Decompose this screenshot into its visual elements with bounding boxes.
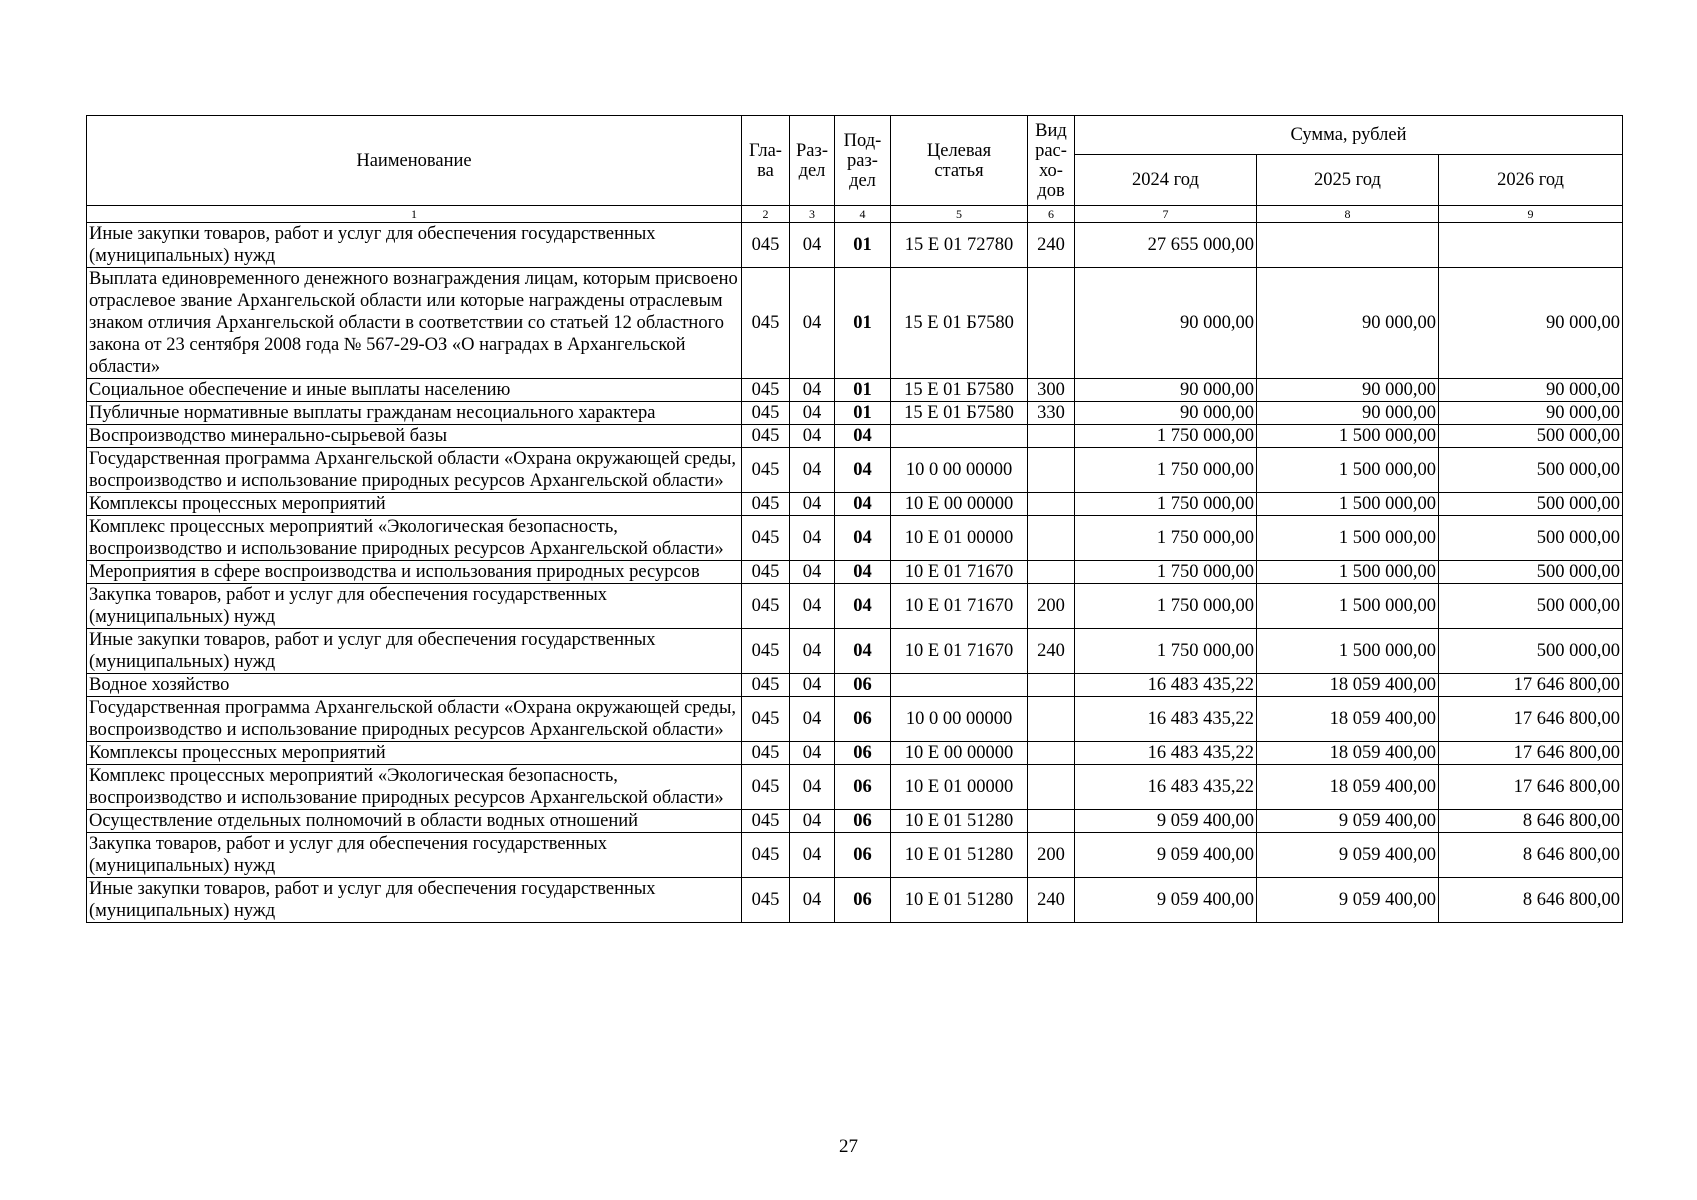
row-podrazdel: 04 [835,448,891,493]
header-vid-line4: дов [1037,180,1065,201]
row-vid-rashodov [1028,561,1075,584]
row-amount-2025: 1 500 000,00 [1257,448,1439,493]
column-number: 1 [87,206,742,223]
header-podrazdel [835,116,891,206]
row-amount-2025: 18 059 400,00 [1257,674,1439,697]
row-vid-rashodov: 330 [1028,402,1075,425]
row-podrazdel: 01 [835,223,891,268]
row-celevaya-statya: 10 Е 01 71670 [891,584,1028,629]
row-glava: 045 [742,402,790,425]
header-celevaya-line1: Целевая [926,140,992,161]
table-row [87,674,1623,697]
row-amount-2024: 16 483 435,22 [1075,765,1257,810]
row-amount-2025: 9 059 400,00 [1257,810,1439,833]
row-amount-2026: 500 000,00 [1439,629,1623,674]
header-row-top [87,116,1623,155]
row-vid-rashodov [1028,742,1075,765]
header-glava-line1: Гла- [749,140,782,161]
row-podrazdel: 04 [835,629,891,674]
row-glava: 045 [742,561,790,584]
row-amount-2026: 500 000,00 [1439,425,1623,448]
row-amount-2025: 18 059 400,00 [1257,742,1439,765]
row-glava: 045 [742,493,790,516]
row-podrazdel: 01 [835,402,891,425]
row-podrazdel: 04 [835,561,891,584]
table-row [87,742,1623,765]
row-celevaya-statya: 15 Е 01 Б7580 [891,402,1028,425]
row-amount-2026: 8 646 800,00 [1439,833,1623,878]
header-summa: Сумма, рублей [1075,116,1623,155]
row-amount-2024: 90 000,00 [1075,402,1257,425]
row-celevaya-statya [891,674,1028,697]
row-name: Закупка товаров, работ и услуг для обеспечения государственных (муниципальных) нужд [87,833,742,878]
row-razdel: 04 [790,833,835,878]
row-podrazdel: 04 [835,584,891,629]
row-amount-2024: 16 483 435,22 [1075,674,1257,697]
row-amount-2026: 500 000,00 [1439,448,1623,493]
row-amount-2024: 1 750 000,00 [1075,629,1257,674]
row-vid-rashodov [1028,810,1075,833]
row-vid-rashodov: 200 [1028,833,1075,878]
row-celevaya-statya: 15 Е 01 Б7580 [891,268,1028,379]
row-amount-2026: 500 000,00 [1439,516,1623,561]
row-razdel: 04 [790,223,835,268]
row-razdel: 04 [790,742,835,765]
row-celevaya-statya: 15 Е 01 Б7580 [891,379,1028,402]
row-amount-2025: 90 000,00 [1257,379,1439,402]
column-number: 2 [742,206,790,223]
row-name: Выплата единовременного денежного вознаграждения лицам, которым присвоено отраслевое звание Архангельской области или которые награждены отраслевым знаком отличия Архангельской области в соответствии со статьей 12 областного закона от 23 сентября 2008 года № 567-29-ОЗ «О наградах в Архангельской области» [87,268,742,379]
row-amount-2025: 18 059 400,00 [1257,697,1439,742]
header-vid-line2: рас- [1035,140,1067,161]
budget-table [86,115,1623,923]
row-glava: 045 [742,268,790,379]
row-glava: 045 [742,516,790,561]
row-glava: 045 [742,379,790,402]
row-vid-rashodov: 240 [1028,223,1075,268]
table-row [87,516,1623,561]
row-glava: 045 [742,697,790,742]
row-glava: 045 [742,425,790,448]
row-razdel: 04 [790,561,835,584]
row-amount-2024: 9 059 400,00 [1075,810,1257,833]
row-razdel: 04 [790,878,835,923]
row-amount-2026: 500 000,00 [1439,584,1623,629]
row-name: Иные закупки товаров, работ и услуг для обеспечения государственных (муниципальных) нужд [87,629,742,674]
row-vid-rashodov: 240 [1028,878,1075,923]
row-celevaya-statya: 10 Е 01 51280 [891,810,1028,833]
row-razdel: 04 [790,268,835,379]
row-podrazdel: 06 [835,878,891,923]
row-amount-2025: 90 000,00 [1257,402,1439,425]
row-amount-2024: 9 059 400,00 [1075,833,1257,878]
header-celevaya-line2: статья [934,160,984,181]
row-razdel: 04 [790,697,835,742]
row-amount-2025: 9 059 400,00 [1257,833,1439,878]
row-vid-rashodov [1028,425,1075,448]
row-amount-2025: 9 059 400,00 [1257,878,1439,923]
row-glava: 045 [742,584,790,629]
table-row [87,629,1623,674]
row-amount-2024: 1 750 000,00 [1075,561,1257,584]
row-vid-rashodov: 300 [1028,379,1075,402]
row-name: Комплексы процессных мероприятий [87,742,742,765]
row-razdel: 04 [790,493,835,516]
table-row [87,765,1623,810]
row-amount-2025: 1 500 000,00 [1257,425,1439,448]
row-celevaya-statya: 15 Е 01 72780 [891,223,1028,268]
row-razdel: 04 [790,629,835,674]
row-celevaya-statya: 10 Е 00 00000 [891,493,1028,516]
row-razdel: 04 [790,379,835,402]
table-row [87,697,1623,742]
row-name: Комплекс процессных мероприятий «Экологическая безопасность, воспроизводство и использование природных ресурсов Архангельской области» [87,516,742,561]
row-glava: 045 [742,674,790,697]
header-name-text: Наименование [356,150,472,171]
row-vid-rashodov [1028,516,1075,561]
row-amount-2024: 1 750 000,00 [1075,584,1257,629]
row-amount-2026 [1439,223,1623,268]
header-podrazdel-line3: дел [849,170,876,191]
row-amount-2024: 1 750 000,00 [1075,493,1257,516]
row-podrazdel: 06 [835,765,891,810]
row-podrazdel: 06 [835,742,891,765]
row-glava: 045 [742,878,790,923]
column-number: 9 [1439,206,1623,223]
row-name: Иные закупки товаров, работ и услуг для обеспечения государственных (муниципальных) нужд [87,878,742,923]
row-amount-2024: 9 059 400,00 [1075,878,1257,923]
row-podrazdel: 01 [835,379,891,402]
row-glava: 045 [742,810,790,833]
row-razdel: 04 [790,584,835,629]
row-razdel: 04 [790,448,835,493]
column-number: 6 [1028,206,1075,223]
row-celevaya-statya: 10 0 00 00000 [891,448,1028,493]
header-razdel-line1: Раз- [796,140,828,161]
row-podrazdel: 06 [835,810,891,833]
row-celevaya-statya: 10 Е 01 71670 [891,629,1028,674]
row-name: Мероприятия в сфере воспроизводства и использования природных ресурсов [87,561,742,584]
column-number: 8 [1257,206,1439,223]
row-celevaya-statya: 10 0 00 00000 [891,697,1028,742]
row-celevaya-statya: 10 Е 01 00000 [891,516,1028,561]
header-podrazdel-line2: раз- [847,150,878,171]
row-amount-2026: 17 646 800,00 [1439,765,1623,810]
row-podrazdel: 06 [835,833,891,878]
table-row [87,810,1623,833]
row-amount-2026: 90 000,00 [1439,268,1623,379]
row-vid-rashodov: 240 [1028,629,1075,674]
row-amount-2026: 8 646 800,00 [1439,810,1623,833]
table-row [87,584,1623,629]
row-celevaya-statya: 10 Е 01 51280 [891,878,1028,923]
header-glava [742,116,790,206]
row-amount-2026: 90 000,00 [1439,379,1623,402]
row-vid-rashodov [1028,674,1075,697]
column-number: 4 [835,206,891,223]
header-vid [1028,116,1075,206]
row-amount-2026: 500 000,00 [1439,493,1623,516]
row-name: Комплексы процессных мероприятий [87,493,742,516]
header-celevaya [891,116,1028,206]
table-row [87,379,1623,402]
row-amount-2025: 1 500 000,00 [1257,516,1439,561]
row-celevaya-statya: 10 Е 01 51280 [891,833,1028,878]
row-amount-2025: 1 500 000,00 [1257,584,1439,629]
table-row [87,561,1623,584]
row-amount-2024: 1 750 000,00 [1075,425,1257,448]
row-glava: 045 [742,629,790,674]
row-razdel: 04 [790,402,835,425]
row-celevaya-statya [891,425,1028,448]
row-amount-2024: 1 750 000,00 [1075,448,1257,493]
row-amount-2026: 17 646 800,00 [1439,697,1623,742]
row-name: Государственная программа Архангельской области «Охрана окружающей среды, воспроизводство и использование природных ресурсов Архангельской области» [87,697,742,742]
header-glava-line2: ва [757,160,774,181]
row-razdel: 04 [790,810,835,833]
table-body [87,223,1623,923]
table-header [87,116,1623,223]
row-name: Публичные нормативные выплаты гражданам несоциального характера [87,402,742,425]
row-glava: 045 [742,765,790,810]
column-number: 5 [891,206,1028,223]
row-name: Воспроизводство минерально-сырьевой базы [87,425,742,448]
table-row [87,878,1623,923]
header-razdel [790,116,835,206]
row-glava: 045 [742,223,790,268]
row-glava: 045 [742,742,790,765]
header-podrazdel-line1: Под- [843,130,882,151]
table-row [87,448,1623,493]
page-number: 27 [839,1136,858,1157]
row-amount-2025: 18 059 400,00 [1257,765,1439,810]
row-amount-2026: 17 646 800,00 [1439,742,1623,765]
table-row [87,425,1623,448]
table-row [87,493,1623,516]
row-name: Социальное обеспечение и иные выплаты населению [87,379,742,402]
row-vid-rashodov [1028,268,1075,379]
row-podrazdel: 04 [835,493,891,516]
column-number-row [87,206,1623,223]
row-celevaya-statya: 10 Е 01 00000 [891,765,1028,810]
row-amount-2024: 90 000,00 [1075,268,1257,379]
row-amount-2025: 90 000,00 [1257,268,1439,379]
table-row [87,268,1623,379]
row-glava: 045 [742,833,790,878]
row-name: Осуществление отдельных полномочий в области водных отношений [87,810,742,833]
row-podrazdel: 01 [835,268,891,379]
header-year-2024: 2024 год [1075,155,1257,206]
row-amount-2024: 16 483 435,22 [1075,742,1257,765]
row-amount-2024: 27 655 000,00 [1075,223,1257,268]
header-vid-line1: Вид [1035,120,1067,141]
row-amount-2024: 1 750 000,00 [1075,516,1257,561]
row-razdel: 04 [790,674,835,697]
row-name: Комплекс процессных мероприятий «Экологическая безопасность, воспроизводство и использование природных ресурсов Архангельской области» [87,765,742,810]
table-row [87,402,1623,425]
header-razdel-line2: дел [798,160,826,181]
header-year-2026: 2026 год [1439,155,1623,206]
row-vid-rashodov [1028,493,1075,516]
row-name: Иные закупки товаров, работ и услуг для обеспечения государственных (муниципальных) нужд [87,223,742,268]
row-amount-2025: 1 500 000,00 [1257,629,1439,674]
column-number: 3 [790,206,835,223]
row-name: Закупка товаров, работ и услуг для обеспечения государственных (муниципальных) нужд [87,584,742,629]
row-amount-2026: 500 000,00 [1439,561,1623,584]
row-name: Водное хозяйство [87,674,742,697]
row-podrazdel: 06 [835,697,891,742]
row-podrazdel: 06 [835,674,891,697]
table-row [87,223,1623,268]
header-vid-line3: хо- [1039,160,1063,181]
row-vid-rashodov: 200 [1028,584,1075,629]
row-vid-rashodov [1028,697,1075,742]
column-number: 7 [1075,206,1257,223]
row-name: Государственная программа Архангельской области «Охрана окружающей среды, воспроизводство и использование природных ресурсов Архангельской области» [87,448,742,493]
header-name [87,116,742,206]
table-row [87,833,1623,878]
row-amount-2026: 17 646 800,00 [1439,674,1623,697]
row-podrazdel: 04 [835,425,891,448]
row-amount-2026: 90 000,00 [1439,402,1623,425]
row-vid-rashodov [1028,448,1075,493]
row-celevaya-statya: 10 Е 00 00000 [891,742,1028,765]
row-amount-2024: 90 000,00 [1075,379,1257,402]
row-razdel: 04 [790,425,835,448]
row-amount-2025: 1 500 000,00 [1257,493,1439,516]
row-amount-2025 [1257,223,1439,268]
row-amount-2024: 16 483 435,22 [1075,697,1257,742]
row-vid-rashodov [1028,765,1075,810]
row-celevaya-statya: 10 Е 01 71670 [891,561,1028,584]
row-glava: 045 [742,448,790,493]
row-amount-2026: 8 646 800,00 [1439,878,1623,923]
row-razdel: 04 [790,765,835,810]
row-amount-2025: 1 500 000,00 [1257,561,1439,584]
row-podrazdel: 04 [835,516,891,561]
header-year-2025: 2025 год [1257,155,1439,206]
row-razdel: 04 [790,516,835,561]
